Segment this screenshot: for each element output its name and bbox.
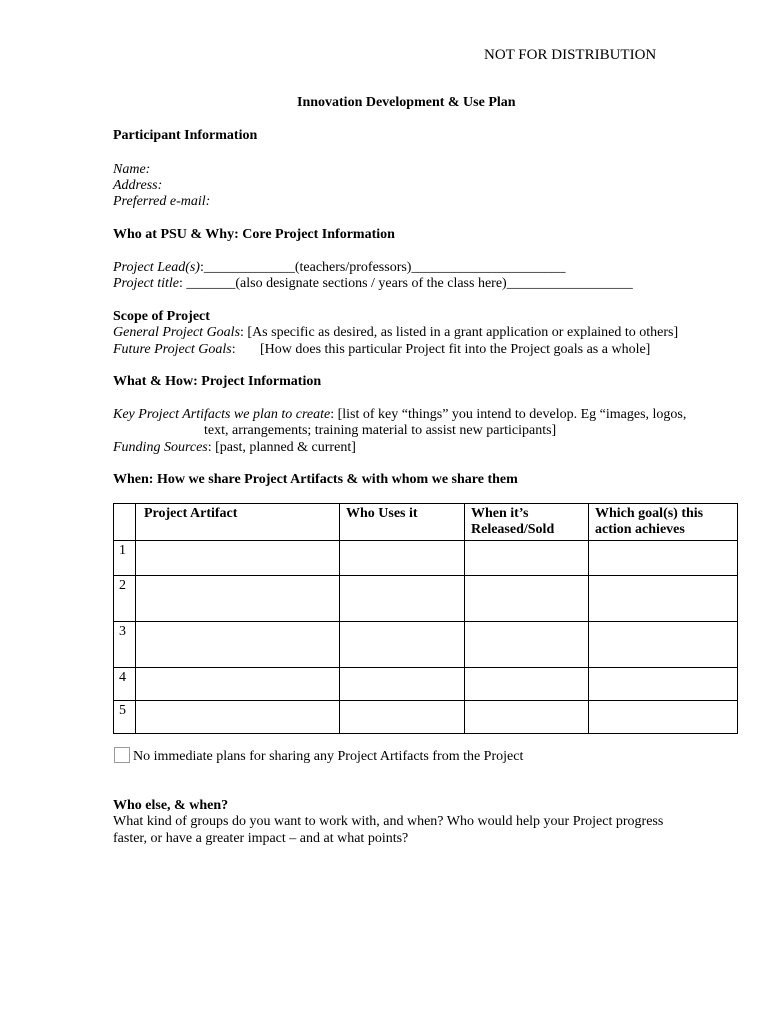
cell-which-goals[interactable] [589, 622, 738, 668]
cell-which-goals[interactable] [589, 701, 738, 734]
no-sharing-label: No immediate plans for sharing any Project Artifacts from the Project [133, 749, 524, 764]
cell-who-uses[interactable] [340, 668, 465, 701]
column-header-who-uses: Who Uses it [340, 504, 465, 541]
cell-project-artifact[interactable] [136, 622, 340, 668]
name-label: Name: [113, 162, 151, 177]
row-number-header [114, 504, 136, 541]
who-else-heading: Who else, & when? [113, 798, 229, 813]
cell-who-uses[interactable] [340, 576, 465, 622]
table-row [114, 701, 738, 734]
cell-which-goals[interactable] [589, 541, 738, 576]
cell-project-artifact[interactable] [136, 541, 340, 576]
cell-which-goals[interactable] [589, 668, 738, 701]
participant-heading: Participant Information [113, 128, 258, 143]
cell-which-goals[interactable] [589, 576, 738, 622]
distribution-note: NOT FOR DISTRIBUTION [484, 47, 657, 63]
table-row [114, 541, 738, 576]
when-heading: When: How we share Project Artifacts & with whom we share them [113, 472, 518, 487]
general-goals-line [113, 324, 678, 341]
future-goals-label: Future Project Goals [113, 342, 232, 357]
project-lead-line [113, 259, 565, 276]
cell-when-released[interactable] [465, 541, 589, 576]
what-how-heading: What & How: Project Information [113, 374, 322, 389]
cell-project-artifact[interactable] [136, 701, 340, 734]
who-else-text-line2: faster, or have a greater impact – and at what points? [113, 831, 409, 846]
row-number: 2 [114, 576, 136, 622]
cell-who-uses[interactable] [340, 701, 465, 734]
future-goals-text: [How does this particular Project fit into the Project goals as a whole] [260, 342, 651, 357]
project-lead-label: Project Lead(s) [113, 260, 200, 275]
document-title: Innovation Development & Use Plan [297, 95, 516, 110]
column-header-when-released: When it’s Released/Sold [465, 504, 589, 541]
future-goals-sep: : [231, 342, 236, 357]
who-else-text-line1: What kind of groups do you want to work with, and when? Who would help your Project progress [113, 814, 664, 829]
table-row [114, 622, 738, 668]
funding-label: Funding Sources [113, 440, 208, 455]
artifacts-text-cont: text, arrangements; training material to assist new participants] [204, 423, 557, 438]
core-heading: Who at PSU & Why: Core Project Information [113, 227, 395, 242]
table-row [114, 668, 738, 701]
artifacts-table [113, 503, 738, 734]
row-number: 4 [114, 668, 136, 701]
cell-who-uses[interactable] [340, 622, 465, 668]
project-title-text: : _______(also designate sections / years of the class here)__________________ [178, 276, 633, 291]
general-goals-text: : [As specific as desired, as listed in a grant application or explained to others] [240, 325, 679, 340]
column-header-project-artifact: Project Artifact [136, 504, 340, 541]
row-number: 5 [114, 701, 136, 734]
cell-project-artifact[interactable] [136, 668, 340, 701]
general-goals-label: General Project Goals [113, 325, 241, 340]
cell-when-released[interactable] [465, 622, 589, 668]
scope-heading: Scope of Project [113, 309, 210, 324]
row-number: 3 [114, 622, 136, 668]
address-label: Address: [113, 178, 163, 193]
cell-when-released[interactable] [465, 668, 589, 701]
project-title-line [113, 275, 633, 292]
row-number: 1 [114, 541, 136, 576]
email-label: Preferred e-mail: [113, 194, 211, 209]
column-header-which-goals: Which goal(s) this action achieves [589, 504, 738, 541]
no-sharing-checkbox[interactable] [114, 747, 130, 763]
cell-project-artifact[interactable] [136, 576, 340, 622]
artifacts-label: Key Project Artifacts we plan to create [113, 407, 331, 422]
project-title-label: Project title [113, 276, 179, 291]
future-goals-line [113, 341, 236, 358]
project-lead-text: :_____________(teachers/professors)______________________ [199, 260, 566, 275]
cell-when-released[interactable] [465, 701, 589, 734]
cell-when-released[interactable] [465, 576, 589, 622]
artifacts-text: : [list of key “things” you intend to develop. Eg “images, logos, [330, 407, 687, 422]
funding-text: : [past, planned & current] [207, 440, 356, 455]
table-header-row [114, 504, 738, 541]
funding-line [113, 439, 356, 456]
cell-who-uses[interactable] [340, 541, 465, 576]
artifacts-line [113, 406, 686, 423]
table-row [114, 576, 738, 622]
